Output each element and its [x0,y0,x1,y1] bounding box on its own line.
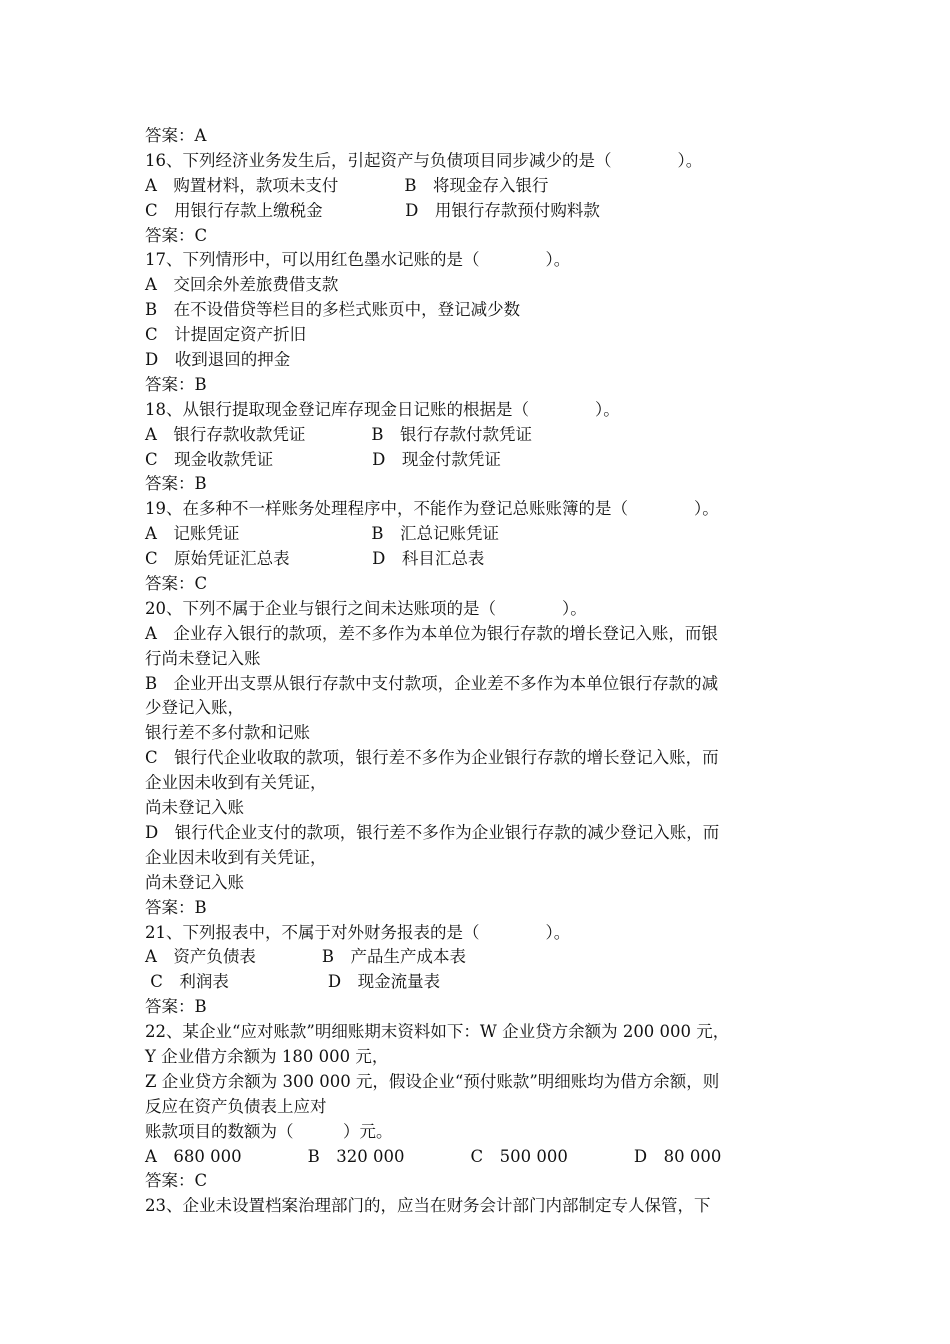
question-text: 22、某企业“应对账款”明细账期末资料如下：W 企业贷方余额为 200 000 元， [145,1022,730,1042]
option-line: 企业因未收到有关凭证， [145,773,327,793]
option-line: A 购置材料，款项未支付 B 将现金存入银行 [145,175,549,195]
option-line: C 现金收款凭证 D 现金付款凭证 [145,449,501,469]
option-line: A 记账凭证 B 汇总记账凭证 [145,524,500,544]
answer-line: 答案：C [145,574,208,594]
question-text: 18、从银行提取现金登记库存现金日记账的根据是（ ）。 [145,399,620,419]
option-line: B 在不设借贷等栏目的多栏式账页中，登记减少数 [145,300,521,320]
option-line: 尚未登记入账 [145,798,244,818]
answer-line: 答案：B [145,474,207,494]
answer-line: 答案：C [145,1171,208,1191]
question-text: 17、下列情形中，可以用红色墨水记账的是（ ）。 [145,250,571,270]
option-line: D 银行代企业支付的款项，银行差不多作为企业银行存款的减少登记入账，而 [145,822,720,842]
document-body [145,124,825,1219]
question-text: 19、在多种不一样账务处理程序中，不能作为登记总账账簿的是（ ）。 [145,499,719,519]
option-line: C 用银行存款上缴税金 D 用银行存款预付购料款 [145,200,600,220]
option-line: C 利润表 D 现金流量表 [145,972,441,992]
question-text: Y 企业借方余额为 180 000 元， [145,1046,389,1066]
option-line: A 银行存款收款凭证 B 银行存款付款凭证 [145,424,533,444]
option-line: C 原始凭证汇总表 D 科目汇总表 [145,549,485,569]
question-text: 23、企业未设置档案治理部门的，应当在财务会计部门内部制定专人保管，下 [145,1196,711,1216]
option-line: 银行差不多付款和记账 [145,723,310,743]
option-line: 尚未登记入账 [145,872,244,892]
option-line: B 企业开出支票从银行存款中支付款项，企业差不多作为本单位银行存款的减 [145,673,719,693]
question-text: 20、下列不属于企业与银行之间未达账项的是（ ）。 [145,598,587,618]
question-text: Z 企业贷方余额为 300 000 元，假设企业“预付账款”明细账均为借方余额，则 [145,1071,720,1091]
option-line: D 收到退回的押金 [145,350,291,370]
question-text: 21、下列报表中，不属于对外财务报表的是（ ）。 [145,922,571,942]
option-line: 企业因未收到有关凭证， [145,847,327,867]
answer-line: 答案：B [145,374,207,394]
question-text: 账款项目的数额为（ ）元。 [145,1121,393,1141]
question-text: 反应在资产负债表上应对 [145,1096,327,1116]
answer-line: 答案：C [145,225,208,245]
answer-line: 答案：B [145,997,207,1017]
option-line: A 企业存入银行的款项，差不多作为本单位为银行存款的增长登记入账，而银 [145,623,718,643]
option-line: 行尚未登记入账 [145,648,261,668]
text-line: 答案：A [145,126,207,145]
option-line: A 680 000 B 320 000 C 500 000 D 80 000 [145,1146,722,1166]
option-line: 少登记入账， [145,698,244,718]
question-text: 16、下列经济业务发生后，引起资产与负债项目同步减少的是（ ）。 [145,150,703,170]
option-line: A 交回余外差旅费借支款 [145,275,339,295]
option-line: C 银行代企业收取的款项，银行差不多作为企业银行存款的增长登记入账，而 [145,748,719,768]
answer-line: 答案：B [145,897,207,917]
option-line: C 计提固定资产折旧 [145,325,307,345]
option-line: A 资产负债表 B 产品生产成本表 [145,947,467,967]
